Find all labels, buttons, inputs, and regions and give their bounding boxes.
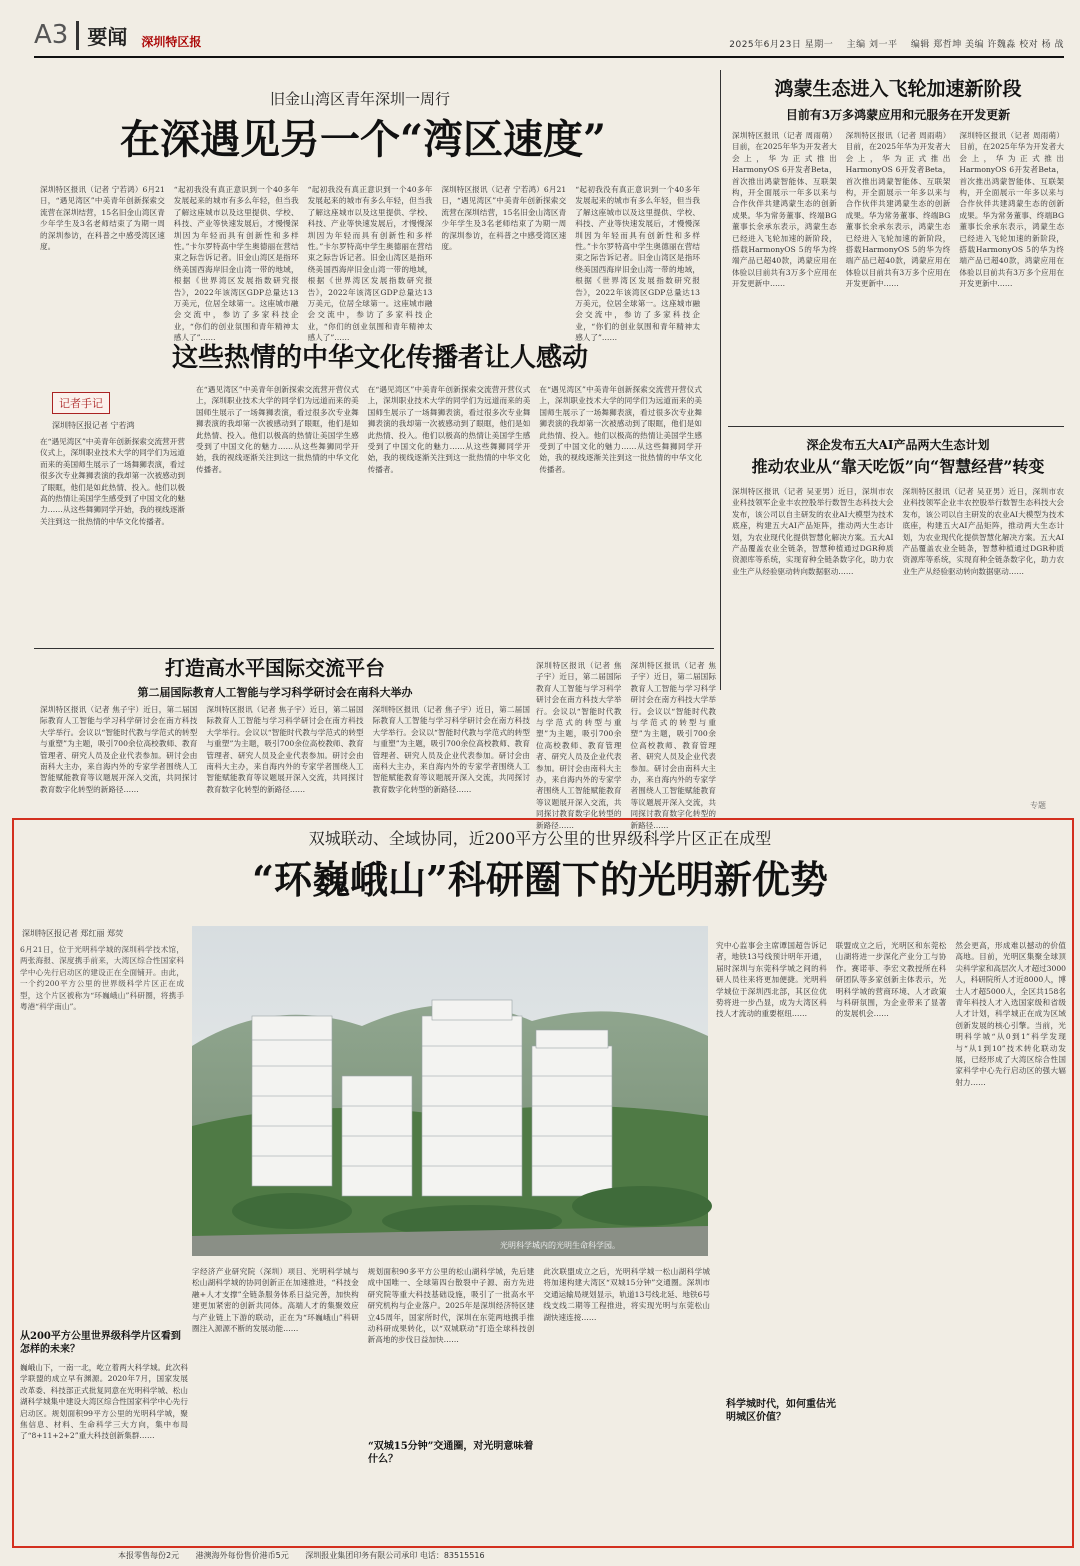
story5-col: 深圳特区报讯（记者 焦子宇）近日，第二届国际教育人工智能与学习科学研讨会在南方科技大学举行。会议以“智能时代教与学范式的转型与重塑”为主题，吸引700余位高校教师、教育管理者、研究人员及企业代表参加。研讨会由南科大主办，来自海内外的专家学者围绕人工智能赋能教育等议题展开深入交流，共同探讨教育数字化转型的新路径…… xyxy=(630,661,716,830)
story3-headline: 这些热情的中华文化传播者让人感动 xyxy=(171,343,588,373)
feature-lower-body xyxy=(192,1266,710,1538)
masthead xyxy=(34,18,1064,58)
story1-kicker: 旧金山湾区青年深圳一周行 xyxy=(269,90,450,108)
story1-col: “起初我没有真正意识到一个40多年发展起来的城市有多么年轻，但当我了解这座城市以及这里提供、学校、科技、产业等快速发展后，才慢慢深圳因为年轻而具有创新性和多样性。”卡尔罗特高中学生奥德丽在营结束之际告诉记者。旧金山湾区是指环绕美国西海岸旧金山湾一带的地域，根据《世界湾区发展指数研究报告》，2022年该湾区GDP总量达13万美元，位居全球第一。这座城市融会交流中，参访了多家科技企业，“你们的创业氛围和青年精神太感人了”…… xyxy=(575,185,700,343)
story5-col: 深圳特区报讯（记者 焦子宇）近日，第二届国际教育人工智能与学习科学研讨会在南方科技大学举行。会议以“智能时代教与学范式的转型与重塑”为主题，吸引700余位高校教师、教育管理者、研究人员及企业代表参加。研讨会由南科大主办，来自海内外的专家学者围绕人工智能赋能教育等议题展开深入交流，共同探讨教育数字化转型的新路径…… xyxy=(536,661,622,830)
column-divider xyxy=(720,70,721,690)
story3-byline: 深圳特区报记者 宁若鸿 xyxy=(52,421,135,430)
footer-overseas-price: 港澳海外每份售价港币5元 xyxy=(195,1551,289,1560)
page-footer xyxy=(118,1550,499,1561)
story2-col: 深圳特区报讯（记者 周雨萌）目前，在2025年华为开发者大会上，华为正式推出HarmonyOS 6开发者Beta，首次推出鸿蒙智能体、互联架构，开全面展示一年多以来与合作伙伴共建鸿蒙生态的创新成果。华为常务董事、终端BG董事长余承东表示，鸿蒙生态已经进入飞轮加速的新阶段，搭载HarmonyOS 5的华为终端产品已超40款，鸿蒙应用在体验以目前共有3万多个应用在开发更新中…… xyxy=(959,131,1065,289)
story-divider xyxy=(34,648,714,649)
story4-headline: 推动农业从“靠天吃饭”向“智慧经营”转变 xyxy=(751,457,1045,476)
story5-col: 深圳特区报讯（记者 焦子宇）近日，第二届国际教育人工智能与学习科学研讨会在南方科技大学举行。会议以“智能时代教与学范式的转型与重塑”为主题，吸引700余位高校教师、教育管理者、研究人员及企业代表参加。研讨会由南科大主办，来自海内外的专家学者围绕人工智能赋能教育等议题展开深入交流，共同探讨教育数字化转型的新路径…… xyxy=(40,705,198,794)
story-divider xyxy=(728,426,1064,427)
story2-col: 深圳特区报讯（记者 周雨萌）目前，在2025年华为开发者大会上，华为正式推出HarmonyOS 6开发者Beta，首次推出鸿蒙智能体、互联架构，开全面展示一年多以来与合作伙伴共建鸿蒙生态的创新成果。华为常务董事、终端BG董事长余承东表示，鸿蒙生态已经进入飞轮加速的新阶段，搭载HarmonyOS 5的华为终端产品已超40款，鸿蒙应用在体验以目前共有3万多个应用在开发更新中…… xyxy=(845,131,951,289)
story1-col: 深圳特区报讯（记者 宁若鸿）6月21日，“遇见湾区”中美青年创新探索交流营在深圳结营，15名旧金山湾区青少年学生及3名老师结束了为期一周的深圳参访，在科普之中感受湾区速度。 xyxy=(441,185,567,252)
feature-subhead-2: “双城15分钟”交通圈，对光明意味着什么？ xyxy=(368,1440,538,1466)
story3-col: 在“遇见湾区”中美青年创新探索交流营开营仪式上，深圳职业技术大学的同学们为远道而来的美国师生展示了一场舞狮表演，看过很多次专业舞狮表演的我却第一次被感动到了眼眶，他们是如此热情、投入。他们以极高的热情让美国学生感受到了中国文化的魅力……从这些舞狮同学开始，我的视线逐渐关注到这一批热情的中华文化传播者。 xyxy=(367,385,531,474)
story4-col: 深圳特区报讯（记者 吴亚男）近日，深圳市农业科技领军企业丰农控股举行数智生态科技大会发布，该公司以自主研发的农业AI大模型为技术底座，构建五大AI产品矩阵，推动两大生态计划，为农业现代化提供智慧化解决方案。五大AI产品覆盖农业全链条，智慧种植通过DGR种质资源库等系统，实现育种全链条数字化，助力农业生产从经验驱动转向数据驱动…… xyxy=(902,487,1064,576)
masthead-info xyxy=(719,37,1064,50)
story2-body xyxy=(732,130,1064,382)
staff-credits: 编辑 郑哲坤 美编 许魏淼 校对 杨 战 xyxy=(910,40,1064,50)
story2-headline: 鸿蒙生态进入飞轮加速新阶段 xyxy=(774,78,1022,100)
story4-kicker: 深企发布五大AI产品两大生态计划 xyxy=(806,438,990,452)
story3-col: 在“遇见湾区”中美青年创新探索交流营开营仪式上，深圳职业技术大学的同学们为远道而来的美国师生展示了一场舞狮表演，看过很多次专业舞狮表演的我却第一次被感动到了眼眶，他们是如此热情、投入。他们以极高的热情让美国学生感受到了中国文化的魅力……从这些舞狮同学开始，我的视线逐渐关注到这一批热情的中华文化传播者。 xyxy=(539,385,703,474)
feature-lead: 6月21日，位于光明科学城的深圳科学技术馆，两张海报、深度携手前来，大湾区综合性国家科学中心先行启动区的建设正在全面铺开。由此，一个约200平方公里的世界级科学片区正在成型，这个片区被称为“环巍峨山”科研圈，将携手粤港“科学南山”。 xyxy=(20,945,184,1012)
feature-body-1: 巍峨山下，一南一北，屹立着两大科学城。此次科学联盟的成立早有渊源。2020年7月，国家发展改革委、科技部正式批复同意在光明科学城、松山湖科学城集中建设大湾区综合性国家科学中心先行启动区。规划面积99平方公里的光明科学城，聚焦信息、材料、生命科学三大方向，集中布局了“8+11+2+2”重大科技创新集群…… xyxy=(20,1363,188,1441)
feature-col: 联盟成立之后，光明区和东莞松山湖将进一步深化产业分工与协作。赛诺菲、李宏文教授所在科研团队等多家创新主体表示，光明科学城的营商环境、人才政策与科研氛围，为企业带来了显著的发展机会…… xyxy=(835,941,947,1019)
feature-col: 究中心监事会主席谭国超告诉记者，地铁13号线预计明年开通，届时深圳与东莞科学城之间的科研人员往来将更加便捷。光明科学城位于深圳西北部，其区位优势将进一步凸显，成为大湾区科技人才流动的重要枢纽…… xyxy=(716,941,827,1019)
feature-subhead-1: 从200平方公里世界级科学片区看到怎样的未来？ xyxy=(20,1331,181,1355)
story1-col: “起初我没有真正意识到一个40多年发展起来的城市有多么年轻，但当我了解这座城市以及这里提供、学校、科技、产业等快速发展后，才慢慢深圳因为年轻而具有创新性和多样性。”卡尔罗特高中学生奥德丽在营结束之际告诉记者。旧金山湾区是指环绕美国西海岸旧金山湾一带的地域，根据《世界湾区发展指数研究报告》，2022年该湾区GDP总量达13万美元，位居全球第一。这座城市融会交流中，参访了多家科技企业，“你们的创业氛围和青年精神太感人了”…… xyxy=(307,185,433,343)
feature-byline: 深圳特区报记者 郑红丽 郑荧 xyxy=(22,929,124,938)
reporter-note-tag: 记者手记 xyxy=(52,392,110,414)
story3-lead: 在“遇见湾区”中美青年创新探索交流营开营仪式上，深圳职业技术大学的同学们为远道而来的美国师生展示了一场舞狮表演，看过很多次专业舞狮表演的我却第一次被感动到了眼眶，他们是如此热情、投入。他们以极高的热情让美国学生感受到了中国文化的魅力……从这些舞狮同学开始，我的视线逐渐关注到这一批热情的中华文化传播者。 xyxy=(40,437,185,526)
story2-subhead: 目前有3万多鸿蒙应用和元服务在开发更新 xyxy=(785,108,1011,122)
paper-logo: 深圳特区报 xyxy=(141,35,202,49)
footer-printer: 深圳报业集团印务有限公司承印 电话：83515516 xyxy=(305,1551,485,1560)
story3-col: 在“遇见湾区”中美青年创新探索交流营开营仪式上，深圳职业技术大学的同学们为远道而来的美国师生展示了一场舞狮表演，看过很多次专业舞狮表演的我却第一次被感动到了眼眶，他们是如此热情、投入。他们以极高的热情让美国学生感受到了中国文化的魅力……从这些舞狮同学开始，我的视线逐渐关注到这一批热情的中华文化传播者。 xyxy=(196,385,359,474)
page-number: A3 xyxy=(34,20,69,50)
story5-col: 深圳特区报讯（记者 焦子宇）近日，第二届国际教育人工智能与学习科学研讨会在南方科技大学举行。会议以“智能时代教与学范式的转型与重塑”为主题，吸引700余位高校教师、教育管理者、研究人员及企业代表参加。研讨会由南科大主办，来自海内外的专家学者围绕人工智能赋能教育等议题展开深入交流，共同探讨教育数字化转型的新路径…… xyxy=(206,705,364,794)
feature-kicker: 双城联动、全域协同，近200平方公里的世界级科学片区正在成型 xyxy=(308,829,772,848)
story5-body-right xyxy=(536,660,716,830)
story1-col: “起初我没有真正意识到一个40多年发展起来的城市有多么年轻，但当我了解这座城市以及这里提供、学校、科技、产业等快速发展后，才慢慢深圳因为年轻而具有创新性和多样性。”卡尔罗特高中学生奥德丽在营结束之际告诉记者。旧金山湾区是指环绕美国西海岸旧金山湾一带的地域，根据《世界湾区发展指数研究报告》，2022年该湾区GDP总量达13万美元，位居全球第一。这座城市融会交流中，参访了多家科技企业，“你们的创业氛围和青年精神太感人了”…… xyxy=(173,185,299,343)
feature-col: 然会更高，形成难以撼动的价值高地。目前，光明区集聚全球顶尖科学家和高层次人才超过3000人，科研院所人才近8000人，博士人才超5000人，全区共158名青年科技人才入选国家级和省级人才计划，科学城正在成为区域创新发展的核心引擎。当前，光明科学城“从0到1”科学发现与“从1到10”技术转化联动发展，已经形成了大湾区综合性国家科学中心先行启动区的强大辐射力…… xyxy=(955,941,1067,1087)
story5-col: 深圳特区报讯（记者 焦子宇）近日，第二届国际教育人工智能与学习科学研讨会在南方科技大学举行。会议以“智能时代教与学范式的转型与重塑”为主题，吸引700余位高校教师、教育管理者、研究人员及企业代表参加。研讨会由南科大主办，来自海内外的专家学者围绕人工智能赋能教育等议题展开深入交流，共同探讨教育数字化转型的新路径…… xyxy=(372,705,530,794)
footer-price: 本报零售每份2元 xyxy=(118,1551,180,1560)
story1-body xyxy=(40,184,700,342)
story1-headline: 在深遇见另一个“湾区速度” xyxy=(119,116,606,163)
special-tag: 专题 xyxy=(1030,801,1046,810)
editor-credit: 主编 刘一平 xyxy=(846,40,898,50)
science-park-photo xyxy=(192,926,708,1256)
feature-col: 此次联盟成立之后，光明科学城一松山湖科学城将加速构建大湾区“双城15分钟”交通圈。深圳市交通运输局规划显示，轨道13号线北延、地铁6号线支线二期等工程推进，将实现光明与东莞松山湖快速连接…… xyxy=(543,1267,711,1322)
issue-date: 2025年6月23日 星期一 xyxy=(729,40,834,50)
feature-headline: “环巍峨山”科研圈下的光明新优势 xyxy=(252,857,828,902)
story1-col: 深圳特区报讯（记者 宁若鸿）6月21日，“遇见湾区”中美青年创新探索交流营在深圳结营，15名旧金山湾区青少年学生及3名老师结束了为期一周的深圳参访，在科普之中感受湾区速度。 xyxy=(40,185,165,252)
story3-body xyxy=(196,384,702,640)
feature-right-body xyxy=(716,940,1066,1536)
story4-col: 深圳特区报讯（记者 吴亚男）近日，深圳市农业科技领军企业丰农控股举行数智生态科技大会发布，该公司以自主研发的农业AI大模型为技术底座，构建五大AI产品矩阵，推动两大生态计划，为农业现代化提供智慧化解决方案。五大AI产品覆盖农业全链条，智慧种植通过DGR种质资源库等系统，实现育种全链条数字化，助力农业生产从经验驱动转向数据驱动…… xyxy=(732,487,894,576)
photo-caption: 光明科学城内的光明生命科学园。 xyxy=(500,1241,620,1250)
story5-headline: 打造高水平国际交流平台 xyxy=(165,656,385,680)
story5-subhead: 第二届国际教育人工智能与学习科学研讨会在南科大举办 xyxy=(137,686,413,699)
feature-photo xyxy=(192,926,708,1256)
feature-col: 规划面积90多平方公里的松山湖科学城，先后建成中国唯一、全球第四台散裂中子源、南方先进研究院等重大科技基础设施，吸引了一批高水平研究机构与企业落户。2025年是深圳经济特区建立45周年，国家所时代，深圳在东莞两地携手推动科研成果转化，以“双城联动”打造全球科技创新高地的步伐日益加快…… xyxy=(367,1267,535,1345)
story4-body xyxy=(732,486,1064,736)
section-name: 要闻 xyxy=(76,21,127,50)
feature-subhead-3: 科学城时代，如何重估光明城区价值？ xyxy=(726,1399,836,1423)
story5-body xyxy=(40,704,530,794)
story2-col: 深圳特区报讯（记者 周雨萌）目前，在2025年华为开发者大会上，华为正式推出HarmonyOS 6开发者Beta，首次推出鸿蒙智能体、互联架构，开全面展示一年多以来与合作伙伴共建鸿蒙生态的创新成果。华为常务董事、终端BG董事长余承东表示，鸿蒙生态已经进入飞轮加速的新阶段，搭载HarmonyOS 5的华为终端产品已超40款，鸿蒙应用在体验以目前共有3万多个应用在开发更新中…… xyxy=(732,131,837,289)
feature-col: 字经济产业研究院（深圳）项目、光明科学城与松山湖科学城的协同创新正在加速推进，“科技金融+人才支撑”全链条服务体系日益完善，加快构建更加紧密的创新共同体。高端人才的集聚效应与产业链上下游的联动，正在为“环巍峨山”科研圈注入源源不断的发展动能…… xyxy=(192,1267,359,1334)
